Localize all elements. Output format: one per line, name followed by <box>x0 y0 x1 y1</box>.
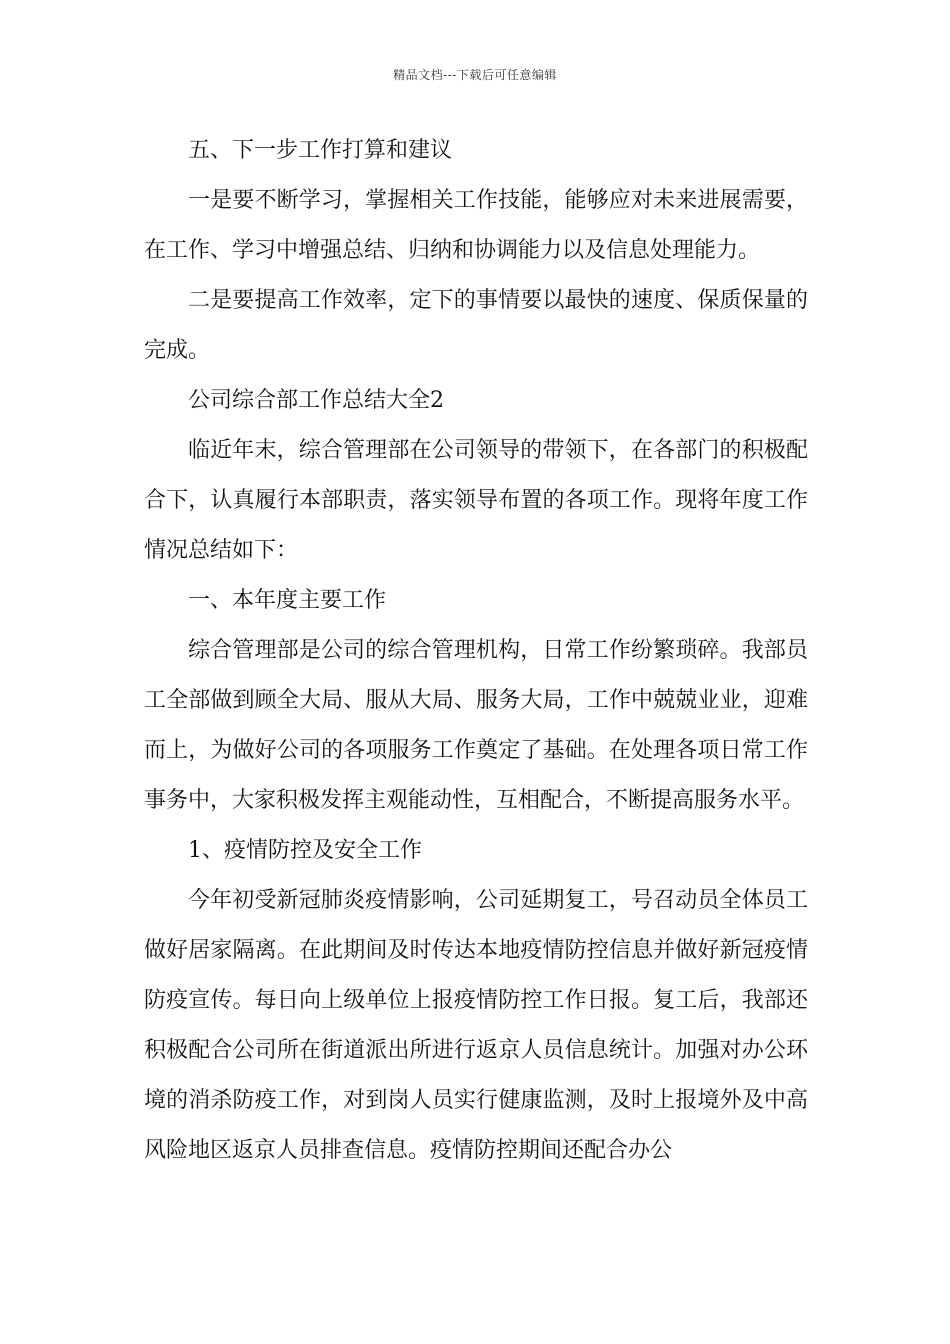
paragraph: 二是要提高工作效率，定下的事情要以最快的速度、保质保量的完成。 <box>144 288 808 363</box>
document-body <box>144 126 808 1176</box>
subsection-heading-epidemic: 1、疫情防控及安全工作 <box>188 838 422 863</box>
section-heading-next-steps: 五、下一步工作打算和建议 <box>188 138 453 163</box>
document-subtitle: 公司综合部工作总结大全2 <box>188 388 444 413</box>
paragraph: 一是要不断学习，掌握相关工作技能，能够应对未来进展需要，在工作、学习中增强总结、归纳和协调能力以及信息处理能力。 <box>144 188 808 263</box>
paragraph: 综合管理部是公司的综合管理机构，日常工作纷繁琐碎。我部员工全部做到顾全大局、服从大局、服务大局，工作中兢兢业业，迎难而上，为做好公司的各项服务工作奠定了基础。在处理各项日常工作事务中，大家积极发挥主观能动性，互相配合，不断提高服务水平。 <box>144 638 808 813</box>
section-heading-main-work: 一、本年度主要工作 <box>188 588 387 613</box>
paragraph: 今年初受新冠肺炎疫情影响，公司延期复工，号召动员全体员工做好居家隔离。在此期间及时传达本地疫情防控信息并做好新冠疫情防疫宣传。每日向上级单位上报疫情防控工作日报。复工后，我部还积极配合公司所在街道派出所进行返京人员信息统计。加强对办公环境的消杀防疫工作，对到岗人员实行健康监测，及时上报境外及中高风险地区返京人员排查信息。疫情防控期间还配合办公 <box>144 888 808 1163</box>
paragraph: 临近年末，综合管理部在公司领导的带领下，在各部门的积极配合下，认真履行本部职责，落实领导布置的各项工作。现将年度工作情况总结如下： <box>144 438 808 563</box>
page-header: 精品文档---下载后可任意编辑 <box>393 68 557 82</box>
